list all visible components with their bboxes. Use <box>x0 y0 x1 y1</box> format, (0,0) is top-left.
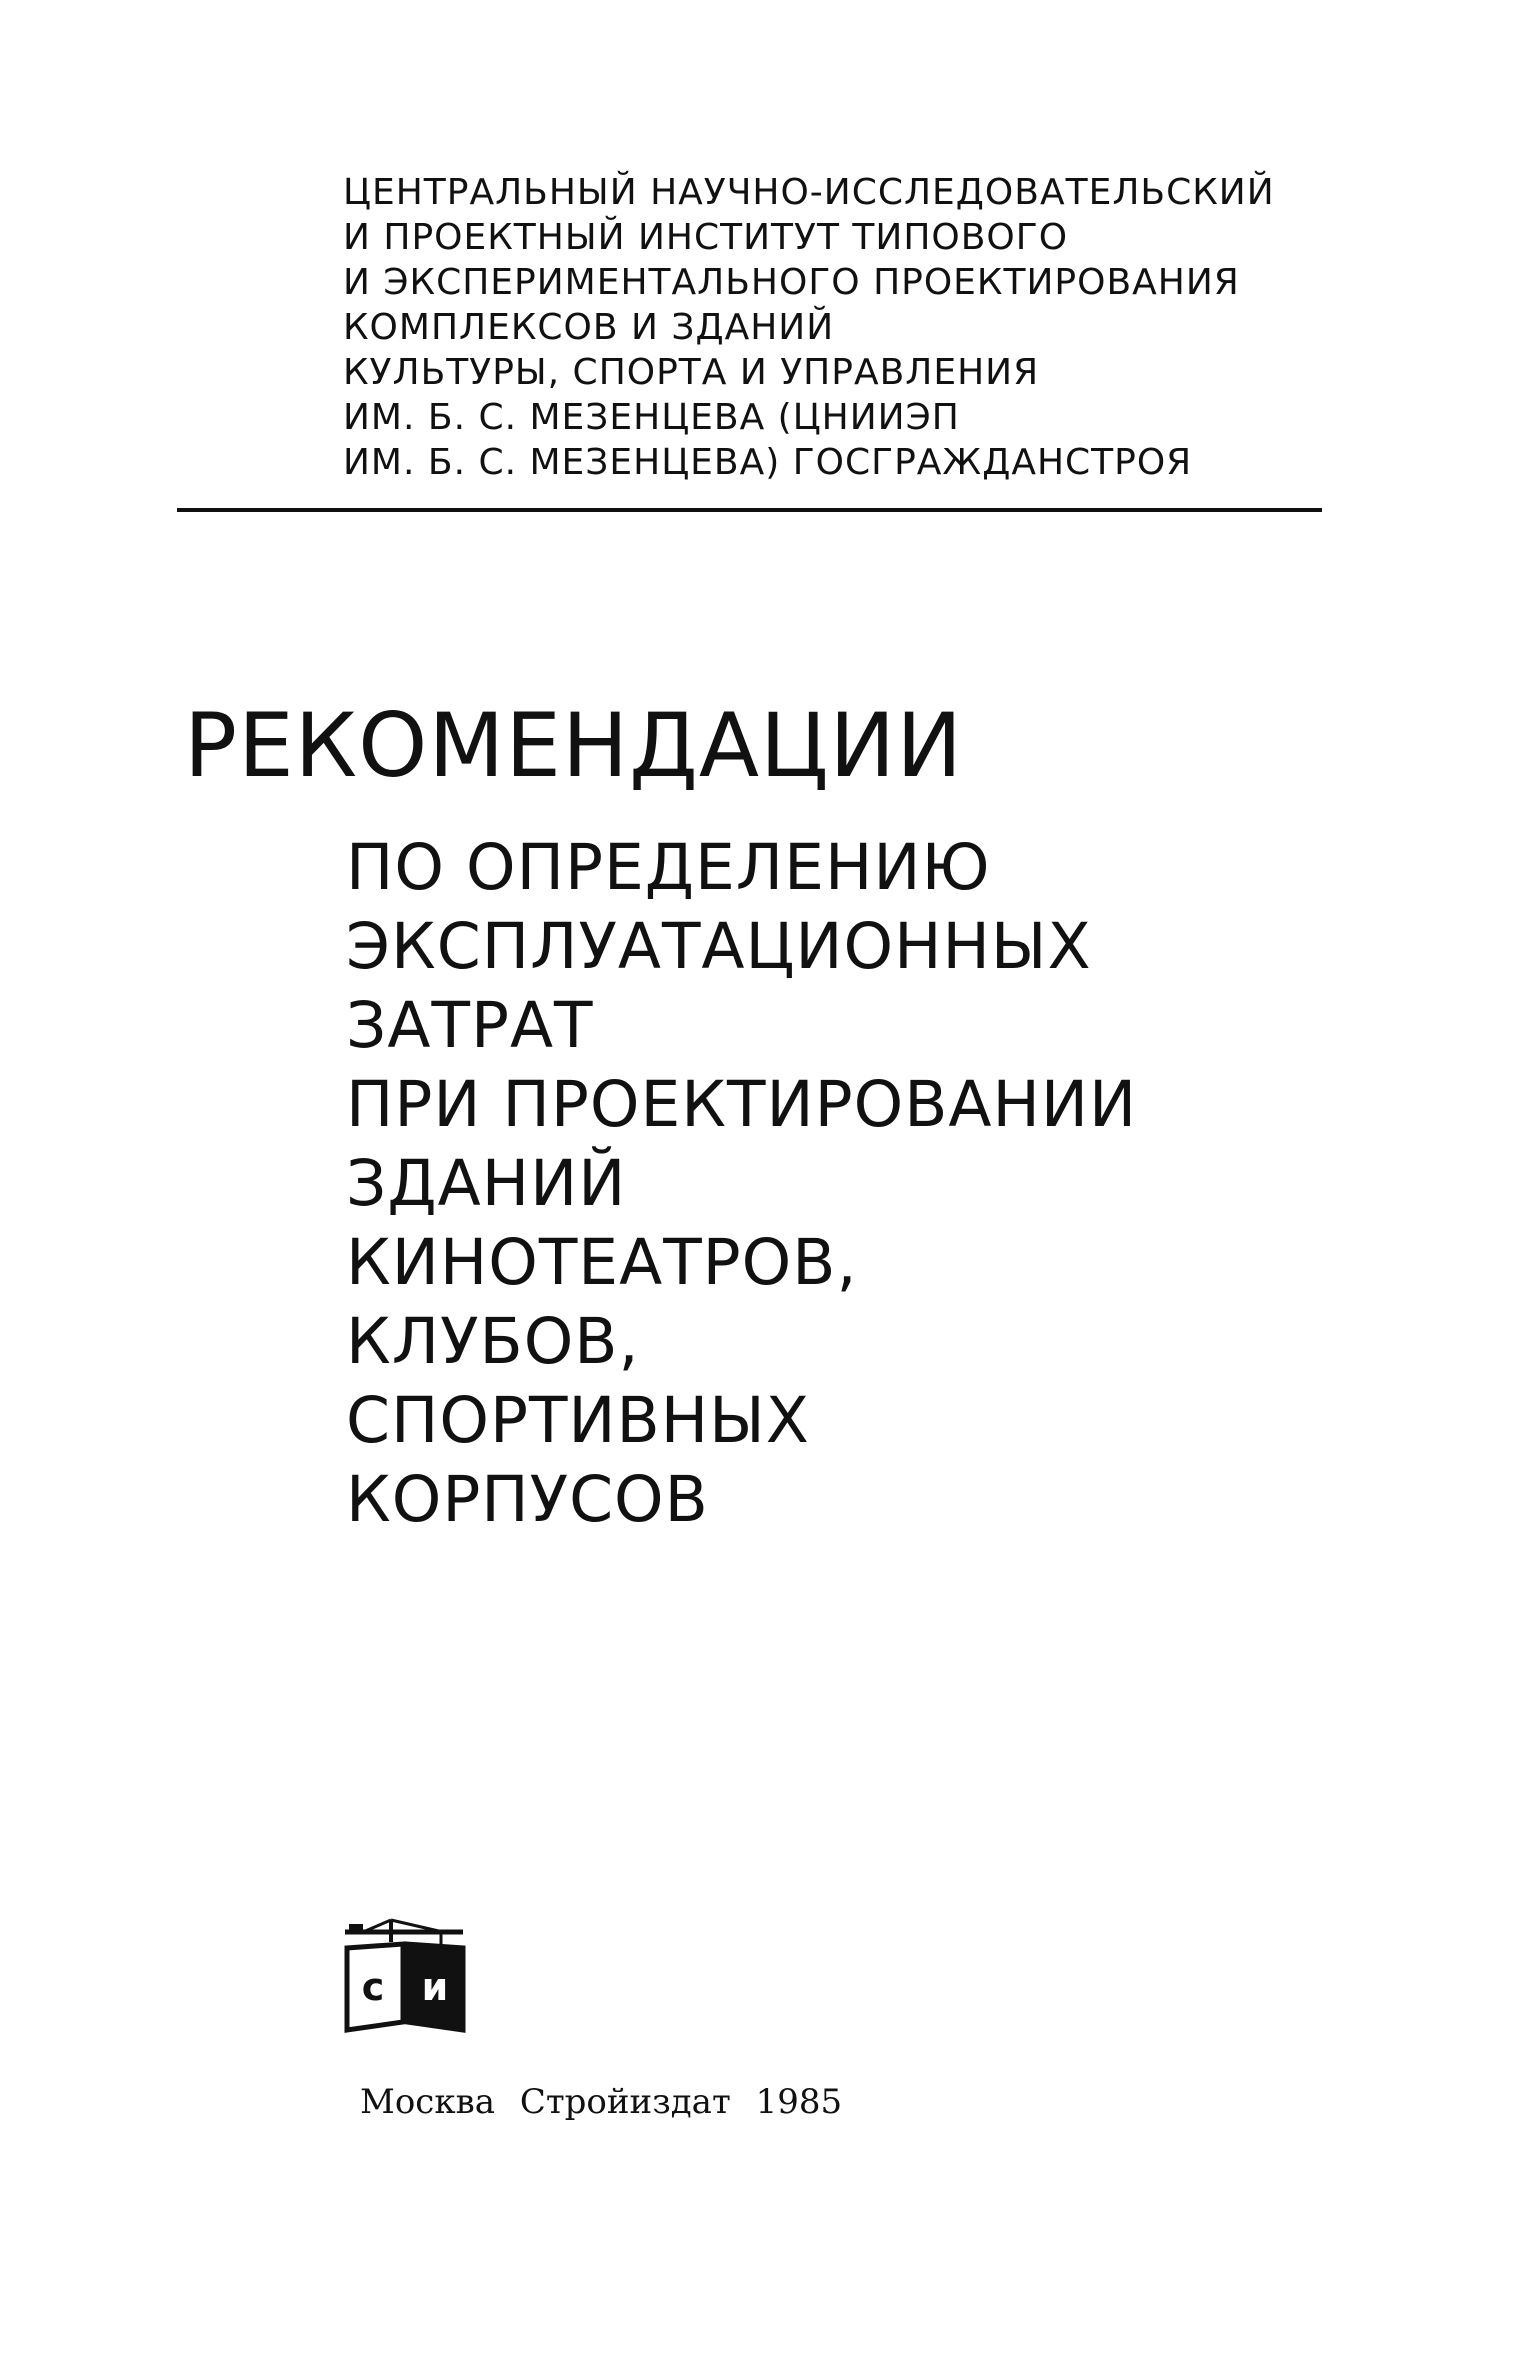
publication-year: 1985 <box>755 2082 843 2122</box>
subtitle-line: КОРПУСОВ <box>346 1463 709 1536</box>
logo-letter-i: и <box>421 1965 449 2009</box>
organization-line: И ЭКСПЕРИМЕНТАЛЬНОГО ПРОЕКТИРОВАНИЯ <box>343 262 1240 303</box>
main-title: РЕКОМЕНДАЦИИ <box>184 694 964 797</box>
organization-line: ИМ. Б. С. МЕЗЕНЦЕВА) ГОСГРАЖДАНСТРОЯ <box>343 442 1193 483</box>
subtitle-line: СПОРТИВНЫХ <box>346 1384 810 1457</box>
organization-line: КУЛЬТУРЫ, СПОРТА И УПРАВЛЕНИЯ <box>343 352 1040 393</box>
organization-line: КОМПЛЕКСОВ И ЗДАНИЙ <box>343 307 835 348</box>
publisher-city: Москва <box>360 2082 495 2122</box>
organization-line: ЦЕНТРАЛЬНЫЙ НАУЧНО-ИССЛЕДОВАТЕЛЬСКИЙ <box>343 172 1275 213</box>
subtitle-line: ЭКСПЛУАТАЦИОННЫХ <box>346 910 1092 983</box>
subtitle-line: ПРИ ПРОЕКТИРОВАНИИ <box>346 1068 1138 1141</box>
organization-line: ИМ. Б. С. МЕЗЕНЦЕВА (ЦНИИЭП <box>343 397 960 438</box>
horizontal-divider <box>177 508 1322 512</box>
subtitle-line: ЗДАНИЙ <box>346 1147 627 1220</box>
logo-letter-s: с <box>361 1965 385 2009</box>
subtitle-line: КЛУБОВ, <box>346 1305 640 1378</box>
subtitle-block <box>346 828 1346 1539</box>
subtitle-line: КИНОТЕАТРОВ, <box>346 1226 858 1299</box>
subtitle-line: ЗАТРАТ <box>346 989 594 1062</box>
publisher-name: Стройиздат <box>519 2082 731 2122</box>
imprint-line <box>360 2080 856 2124</box>
publisher-logo-icon <box>343 1918 468 2038</box>
subtitle-line: ПО ОПРЕДЕЛЕНИЮ <box>346 831 991 904</box>
organization-line: И ПРОЕКТНЫЙ ИНСТИТУТ ТИПОВОГО <box>343 217 1069 258</box>
organization-block <box>343 170 1343 485</box>
